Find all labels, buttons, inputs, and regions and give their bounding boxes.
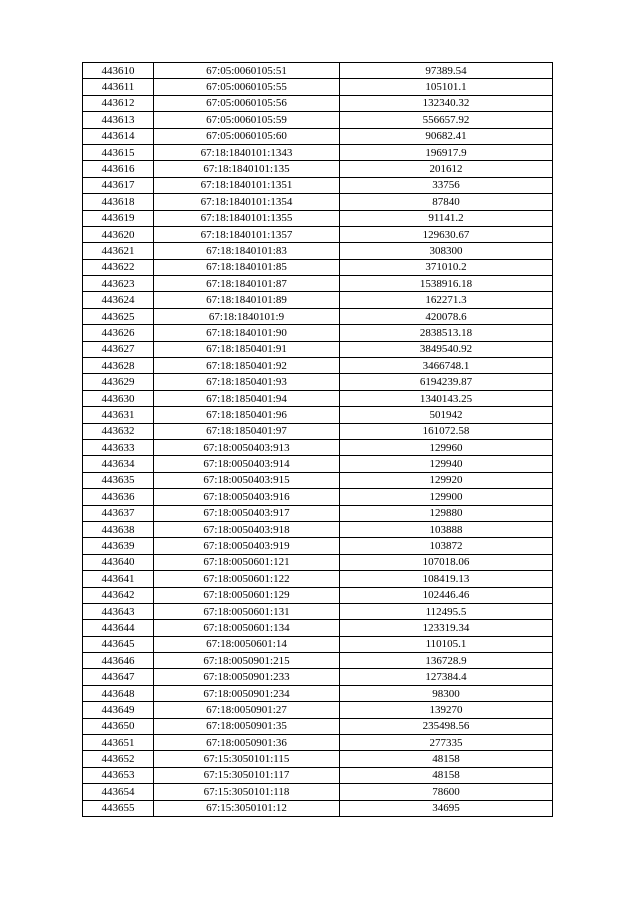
row-id-cell: 443630 bbox=[83, 390, 154, 406]
table-row bbox=[83, 800, 553, 816]
table-row bbox=[83, 177, 553, 193]
cadastral-number-cell: 67:15:3050101:117 bbox=[154, 767, 340, 783]
value-cell: 108419.13 bbox=[340, 571, 553, 587]
value-cell: 308300 bbox=[340, 243, 553, 259]
cadastral-number-cell: 67:18:0050601:131 bbox=[154, 603, 340, 619]
cadastral-number-cell: 67:18:1840101:135 bbox=[154, 161, 340, 177]
table-row bbox=[83, 243, 553, 259]
cadastral-number-cell: 67:05:0060105:60 bbox=[154, 128, 340, 144]
row-id-cell: 443645 bbox=[83, 636, 154, 652]
cadastral-number-cell: 67:15:3050101:115 bbox=[154, 751, 340, 767]
cadastral-number-cell: 67:18:0050403:913 bbox=[154, 439, 340, 455]
value-cell: 103888 bbox=[340, 521, 553, 537]
value-cell: 107018.06 bbox=[340, 554, 553, 570]
table-row bbox=[83, 79, 553, 95]
table-row bbox=[83, 521, 553, 537]
row-id-cell: 443623 bbox=[83, 276, 154, 292]
value-cell: 6194239.87 bbox=[340, 374, 553, 390]
value-cell: 132340.32 bbox=[340, 95, 553, 111]
table-row bbox=[83, 636, 553, 652]
cadastral-number-cell: 67:18:1840101:9 bbox=[154, 308, 340, 324]
cadastral-number-cell: 67:18:0050601:129 bbox=[154, 587, 340, 603]
row-id-cell: 443636 bbox=[83, 489, 154, 505]
table-row bbox=[83, 95, 553, 111]
value-cell: 139270 bbox=[340, 702, 553, 718]
value-cell: 98300 bbox=[340, 685, 553, 701]
row-id-cell: 443649 bbox=[83, 702, 154, 718]
table-row bbox=[83, 358, 553, 374]
row-id-cell: 443610 bbox=[83, 63, 154, 79]
table-row bbox=[83, 718, 553, 734]
table-row bbox=[83, 341, 553, 357]
cadastral-number-cell: 67:18:1840101:90 bbox=[154, 325, 340, 341]
cadastral-number-cell: 67:05:0060105:55 bbox=[154, 79, 340, 95]
value-cell: 371010.2 bbox=[340, 259, 553, 275]
table-row bbox=[83, 767, 553, 783]
table-row bbox=[83, 112, 553, 128]
cadastral-number-cell: 67:18:1840101:1354 bbox=[154, 194, 340, 210]
cadastral-number-cell: 67:18:0050601:121 bbox=[154, 554, 340, 570]
row-id-cell: 443626 bbox=[83, 325, 154, 341]
value-cell: 196917.9 bbox=[340, 144, 553, 160]
row-id-cell: 443624 bbox=[83, 292, 154, 308]
cadastral-number-cell: 67:18:1840101:83 bbox=[154, 243, 340, 259]
row-id-cell: 443655 bbox=[83, 800, 154, 816]
row-id-cell: 443634 bbox=[83, 456, 154, 472]
table-row bbox=[83, 308, 553, 324]
row-id-cell: 443637 bbox=[83, 505, 154, 521]
row-id-cell: 443631 bbox=[83, 407, 154, 423]
table-row bbox=[83, 325, 553, 341]
value-cell: 556657.92 bbox=[340, 112, 553, 128]
row-id-cell: 443613 bbox=[83, 112, 154, 128]
row-id-cell: 443650 bbox=[83, 718, 154, 734]
table-row bbox=[83, 702, 553, 718]
data-table bbox=[82, 62, 553, 817]
value-cell: 501942 bbox=[340, 407, 553, 423]
cadastral-number-cell: 67:18:0050403:917 bbox=[154, 505, 340, 521]
value-cell: 48158 bbox=[340, 751, 553, 767]
row-id-cell: 443648 bbox=[83, 685, 154, 701]
table-row bbox=[83, 194, 553, 210]
row-id-cell: 443640 bbox=[83, 554, 154, 570]
cadastral-number-cell: 67:05:0060105:51 bbox=[154, 63, 340, 79]
row-id-cell: 443641 bbox=[83, 571, 154, 587]
value-cell: 420078.6 bbox=[340, 308, 553, 324]
table-row bbox=[83, 226, 553, 242]
value-cell: 3466748.1 bbox=[340, 358, 553, 374]
row-id-cell: 443619 bbox=[83, 210, 154, 226]
table-row bbox=[83, 407, 553, 423]
value-cell: 127384.4 bbox=[340, 669, 553, 685]
table-row bbox=[83, 439, 553, 455]
row-id-cell: 443611 bbox=[83, 79, 154, 95]
table-row bbox=[83, 472, 553, 488]
row-id-cell: 443643 bbox=[83, 603, 154, 619]
cadastral-number-cell: 67:18:0050403:915 bbox=[154, 472, 340, 488]
value-cell: 1340143.25 bbox=[340, 390, 553, 406]
row-id-cell: 443628 bbox=[83, 358, 154, 374]
row-id-cell: 443638 bbox=[83, 521, 154, 537]
value-cell: 48158 bbox=[340, 767, 553, 783]
row-id-cell: 443653 bbox=[83, 767, 154, 783]
row-id-cell: 443614 bbox=[83, 128, 154, 144]
table-row bbox=[83, 390, 553, 406]
row-id-cell: 443620 bbox=[83, 226, 154, 242]
value-cell: 112495.5 bbox=[340, 603, 553, 619]
row-id-cell: 443651 bbox=[83, 735, 154, 751]
cadastral-number-cell: 67:18:0050901:36 bbox=[154, 735, 340, 751]
cadastral-number-cell: 67:18:1850401:91 bbox=[154, 341, 340, 357]
cadastral-number-cell: 67:18:1850401:92 bbox=[154, 358, 340, 374]
cadastral-number-cell: 67:15:3050101:118 bbox=[154, 784, 340, 800]
value-cell: 162271.3 bbox=[340, 292, 553, 308]
table-row bbox=[83, 538, 553, 554]
value-cell: 129960 bbox=[340, 439, 553, 455]
table-row bbox=[83, 571, 553, 587]
table-row bbox=[83, 554, 553, 570]
table-row bbox=[83, 161, 553, 177]
table-body bbox=[83, 63, 553, 817]
table-row bbox=[83, 63, 553, 79]
value-cell: 90682.41 bbox=[340, 128, 553, 144]
cadastral-number-cell: 67:18:1840101:1343 bbox=[154, 144, 340, 160]
value-cell: 3849540.92 bbox=[340, 341, 553, 357]
row-id-cell: 443639 bbox=[83, 538, 154, 554]
row-id-cell: 443644 bbox=[83, 620, 154, 636]
row-id-cell: 443642 bbox=[83, 587, 154, 603]
cadastral-number-cell: 67:18:0050901:35 bbox=[154, 718, 340, 734]
cadastral-number-cell: 67:18:0050403:918 bbox=[154, 521, 340, 537]
table-row bbox=[83, 603, 553, 619]
row-id-cell: 443617 bbox=[83, 177, 154, 193]
cadastral-number-cell: 67:18:1840101:85 bbox=[154, 259, 340, 275]
value-cell: 129900 bbox=[340, 489, 553, 505]
value-cell: 1538916.18 bbox=[340, 276, 553, 292]
table-row bbox=[83, 669, 553, 685]
value-cell: 201612 bbox=[340, 161, 553, 177]
row-id-cell: 443654 bbox=[83, 784, 154, 800]
table-row bbox=[83, 144, 553, 160]
value-cell: 91141.2 bbox=[340, 210, 553, 226]
table-row bbox=[83, 735, 553, 751]
table-row bbox=[83, 620, 553, 636]
table-row bbox=[83, 685, 553, 701]
table-row bbox=[83, 259, 553, 275]
cadastral-number-cell: 67:18:0050901:234 bbox=[154, 685, 340, 701]
cadastral-number-cell: 67:18:1840101:1357 bbox=[154, 226, 340, 242]
value-cell: 102446.46 bbox=[340, 587, 553, 603]
value-cell: 34695 bbox=[340, 800, 553, 816]
row-id-cell: 443629 bbox=[83, 374, 154, 390]
value-cell: 87840 bbox=[340, 194, 553, 210]
value-cell: 123319.34 bbox=[340, 620, 553, 636]
row-id-cell: 443647 bbox=[83, 669, 154, 685]
cadastral-number-cell: 67:18:0050403:919 bbox=[154, 538, 340, 554]
value-cell: 129920 bbox=[340, 472, 553, 488]
row-id-cell: 443625 bbox=[83, 308, 154, 324]
cadastral-number-cell: 67:18:0050601:14 bbox=[154, 636, 340, 652]
cadastral-number-cell: 67:18:1840101:1351 bbox=[154, 177, 340, 193]
table-row bbox=[83, 128, 553, 144]
table-row bbox=[83, 292, 553, 308]
cadastral-number-cell: 67:18:1840101:1355 bbox=[154, 210, 340, 226]
table-row bbox=[83, 456, 553, 472]
row-id-cell: 443622 bbox=[83, 259, 154, 275]
cadastral-number-cell: 67:18:1850401:94 bbox=[154, 390, 340, 406]
row-id-cell: 443612 bbox=[83, 95, 154, 111]
row-id-cell: 443621 bbox=[83, 243, 154, 259]
cadastral-number-cell: 67:05:0060105:59 bbox=[154, 112, 340, 128]
cadastral-number-cell: 67:18:0050901:215 bbox=[154, 653, 340, 669]
cadastral-number-cell: 67:18:0050901:233 bbox=[154, 669, 340, 685]
value-cell: 78600 bbox=[340, 784, 553, 800]
cadastral-number-cell: 67:18:1840101:87 bbox=[154, 276, 340, 292]
cadastral-number-cell: 67:18:1850401:96 bbox=[154, 407, 340, 423]
table-row bbox=[83, 489, 553, 505]
value-cell: 235498.56 bbox=[340, 718, 553, 734]
value-cell: 97389.54 bbox=[340, 63, 553, 79]
value-cell: 129880 bbox=[340, 505, 553, 521]
cadastral-number-cell: 67:18:0050403:916 bbox=[154, 489, 340, 505]
row-id-cell: 443646 bbox=[83, 653, 154, 669]
table-row bbox=[83, 423, 553, 439]
cadastral-number-cell: 67:18:1850401:93 bbox=[154, 374, 340, 390]
cadastral-number-cell: 67:05:0060105:56 bbox=[154, 95, 340, 111]
cadastral-number-cell: 67:18:0050403:914 bbox=[154, 456, 340, 472]
table-row bbox=[83, 784, 553, 800]
value-cell: 33756 bbox=[340, 177, 553, 193]
row-id-cell: 443652 bbox=[83, 751, 154, 767]
table-row bbox=[83, 505, 553, 521]
value-cell: 136728.9 bbox=[340, 653, 553, 669]
table-row bbox=[83, 751, 553, 767]
value-cell: 105101.1 bbox=[340, 79, 553, 95]
cadastral-number-cell: 67:18:1840101:89 bbox=[154, 292, 340, 308]
value-cell: 129940 bbox=[340, 456, 553, 472]
cadastral-number-cell: 67:15:3050101:12 bbox=[154, 800, 340, 816]
table-row bbox=[83, 210, 553, 226]
value-cell: 277335 bbox=[340, 735, 553, 751]
row-id-cell: 443615 bbox=[83, 144, 154, 160]
row-id-cell: 443627 bbox=[83, 341, 154, 357]
value-cell: 103872 bbox=[340, 538, 553, 554]
cadastral-number-cell: 67:18:1850401:97 bbox=[154, 423, 340, 439]
value-cell: 129630.67 bbox=[340, 226, 553, 242]
row-id-cell: 443633 bbox=[83, 439, 154, 455]
value-cell: 110105.1 bbox=[340, 636, 553, 652]
value-cell: 2838513.18 bbox=[340, 325, 553, 341]
row-id-cell: 443632 bbox=[83, 423, 154, 439]
cadastral-number-cell: 67:18:0050601:134 bbox=[154, 620, 340, 636]
table-row bbox=[83, 653, 553, 669]
row-id-cell: 443618 bbox=[83, 194, 154, 210]
row-id-cell: 443616 bbox=[83, 161, 154, 177]
cadastral-number-cell: 67:18:0050901:27 bbox=[154, 702, 340, 718]
table-row bbox=[83, 374, 553, 390]
cadastral-number-cell: 67:18:0050601:122 bbox=[154, 571, 340, 587]
table-row bbox=[83, 276, 553, 292]
table-row bbox=[83, 587, 553, 603]
row-id-cell: 443635 bbox=[83, 472, 154, 488]
value-cell: 161072.58 bbox=[340, 423, 553, 439]
